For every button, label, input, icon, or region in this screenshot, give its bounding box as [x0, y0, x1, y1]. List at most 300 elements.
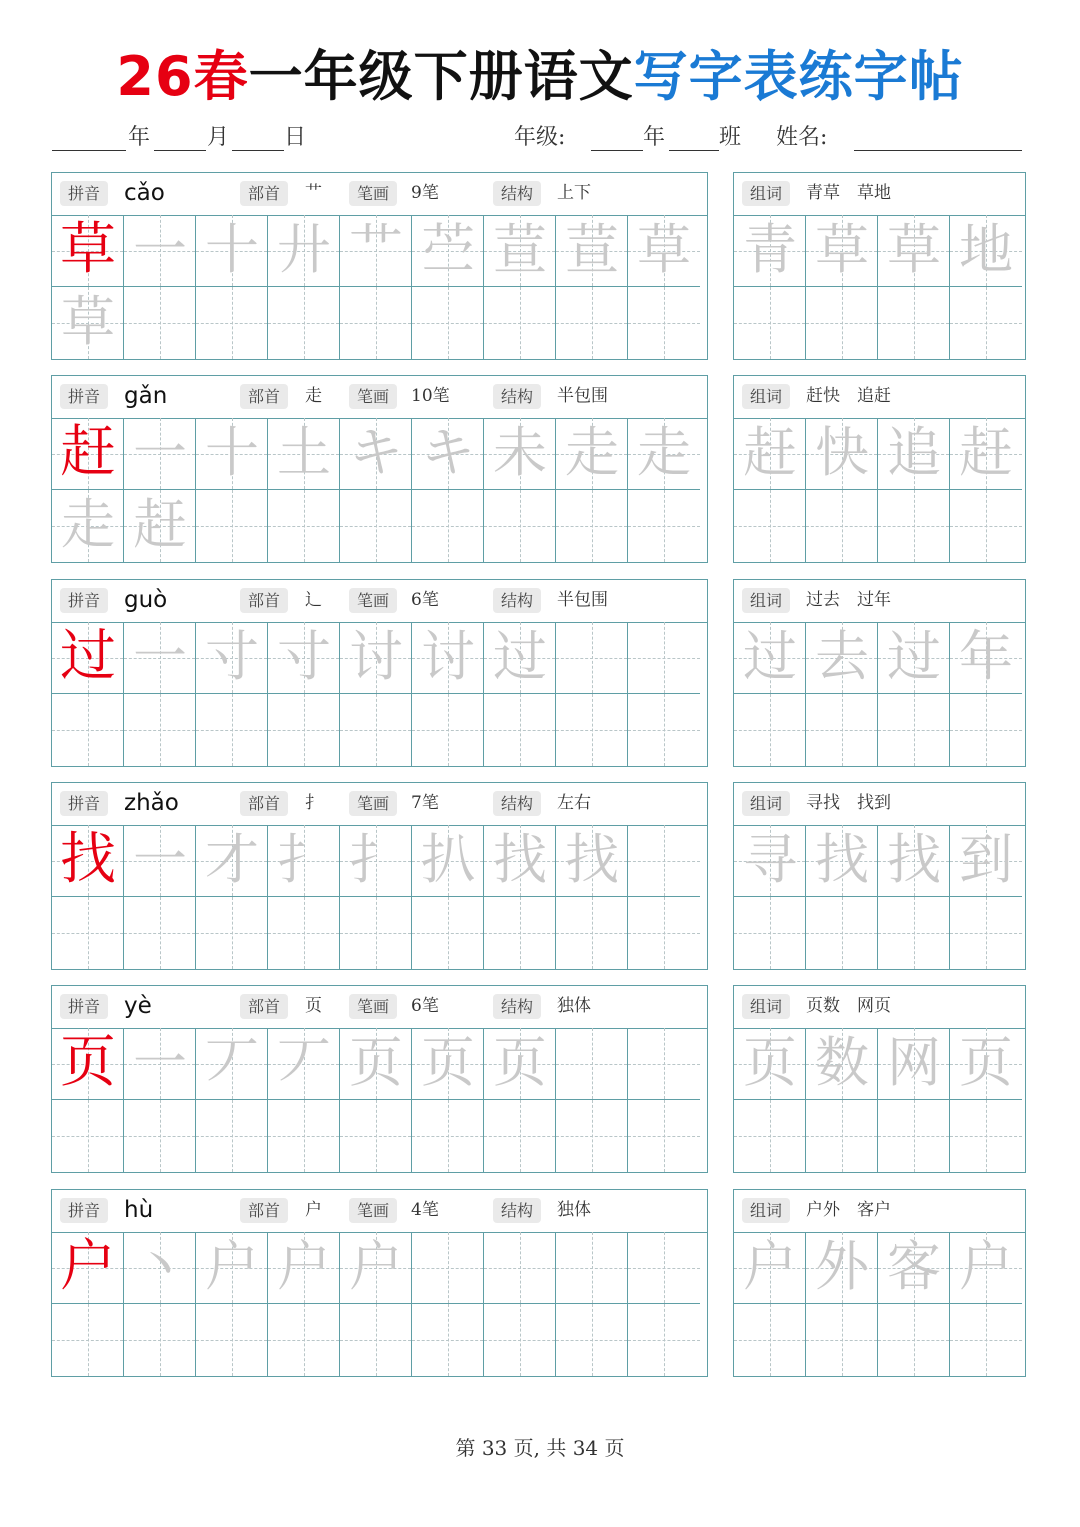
grid-guide-vertical	[914, 897, 915, 969]
grid-guide-vertical	[592, 622, 593, 693]
grid-guide-vertical	[232, 694, 233, 766]
grid-guide-vertical	[376, 287, 377, 359]
model-character: 赶	[60, 420, 116, 485]
grid-guide-vertical	[842, 897, 843, 969]
stroke-practice-box	[51, 782, 708, 970]
writing-cell[interactable]	[52, 418, 124, 490]
word-writing-cell[interactable]	[950, 1100, 1022, 1172]
word-writing-cell[interactable]	[950, 694, 1022, 766]
writing-cell[interactable]	[268, 1304, 340, 1376]
word-writing-cell[interactable]	[734, 215, 806, 287]
structure-tag: 结构	[493, 1198, 541, 1223]
word-writing-cell[interactable]	[878, 1304, 950, 1376]
writing-cell[interactable]	[484, 694, 556, 766]
writing-cell[interactable]	[556, 897, 628, 969]
word-writing-cell[interactable]	[734, 1028, 806, 1100]
header-month-label: 月	[207, 125, 230, 150]
writing-cell[interactable]	[124, 1304, 196, 1376]
strokes-value: 9笔	[411, 183, 439, 203]
word-writing-cell[interactable]	[806, 490, 878, 562]
trace-character: 找	[493, 828, 547, 891]
word-writing-cell[interactable]	[734, 490, 806, 562]
writing-cell[interactable]	[340, 418, 412, 490]
grid-guide-vertical	[986, 287, 987, 359]
words-tag: 组词	[742, 384, 790, 409]
grid-guide-vertical	[842, 694, 843, 766]
trace-character: 苎	[421, 218, 475, 281]
model-character: 页	[60, 1030, 116, 1095]
header-grade-label: 年级:	[514, 125, 566, 150]
writing-cell[interactable]	[484, 825, 556, 897]
word-writing-cell[interactable]	[806, 287, 878, 359]
grid-guide-vertical	[592, 1028, 593, 1099]
trace-character: 寸	[205, 625, 259, 688]
word-writing-cell[interactable]	[806, 622, 878, 694]
grid-guide-vertical	[914, 694, 915, 766]
word-info-row	[734, 1190, 1025, 1233]
writing-cell[interactable]	[196, 215, 268, 287]
writing-cell[interactable]	[484, 1100, 556, 1172]
trace-character: 走	[61, 493, 115, 556]
writing-cell[interactable]	[628, 490, 700, 562]
word-writing-cell[interactable]	[734, 418, 806, 490]
writing-cell[interactable]	[196, 490, 268, 562]
word-writing-cell[interactable]	[878, 694, 950, 766]
writing-cell[interactable]	[412, 1304, 484, 1376]
blank-name[interactable]	[854, 150, 1022, 151]
structure-tag: 结构	[493, 588, 541, 613]
writing-cell[interactable]	[124, 897, 196, 969]
grid-guide-vertical	[304, 1304, 305, 1376]
trace-character: 找	[815, 828, 869, 891]
radical-tag: 部首	[240, 384, 288, 409]
grid-guide-vertical	[592, 287, 593, 359]
word-writing-cell[interactable]	[734, 622, 806, 694]
blank-class[interactable]	[669, 150, 719, 151]
strokes-value: 6笔	[411, 996, 439, 1016]
word-writing-cell[interactable]	[734, 1100, 806, 1172]
word-writing-cell[interactable]	[950, 1304, 1022, 1376]
trace-character: 找	[887, 828, 941, 891]
word-writing-cell[interactable]	[878, 418, 950, 490]
word-writing-cell[interactable]	[950, 825, 1022, 897]
word-writing-cell[interactable]	[878, 287, 950, 359]
grid-guide-vertical	[88, 694, 89, 766]
writing-cell[interactable]	[340, 1028, 412, 1100]
grid-guide-vertical	[842, 490, 843, 562]
word-writing-cell[interactable]	[878, 1028, 950, 1100]
grid-guide-vertical	[770, 1100, 771, 1172]
word-writing-cell[interactable]	[806, 825, 878, 897]
trace-character: 草	[61, 290, 115, 353]
grid-guide-vertical	[770, 490, 771, 562]
grid-guide-vertical	[376, 1100, 377, 1172]
grid-guide-vertical	[986, 1100, 987, 1172]
writing-cell[interactable]	[124, 1232, 196, 1304]
trace-character: 未	[493, 421, 547, 484]
writing-cell[interactable]	[340, 825, 412, 897]
grid-guide-vertical	[304, 490, 305, 562]
word-writing-cell[interactable]	[878, 1232, 950, 1304]
model-character: 过	[60, 624, 116, 689]
writing-cell[interactable]	[196, 287, 268, 359]
writing-cell[interactable]	[124, 825, 196, 897]
writing-cell[interactable]	[52, 1304, 124, 1376]
writing-cell[interactable]	[52, 1232, 124, 1304]
trace-character: 一	[133, 625, 187, 688]
header-class-label: 班	[719, 125, 742, 150]
writing-cell[interactable]	[340, 1232, 412, 1304]
grid-guide-vertical	[520, 490, 521, 562]
writing-cell[interactable]	[268, 1028, 340, 1100]
word-practice-box	[733, 579, 1026, 767]
word-writing-cell[interactable]	[878, 825, 950, 897]
word-writing-cell[interactable]	[950, 287, 1022, 359]
writing-cell[interactable]	[124, 490, 196, 562]
grid-guide-vertical	[842, 1304, 843, 1376]
grid-guide-vertical	[88, 1100, 89, 1172]
writing-cell[interactable]	[340, 1304, 412, 1376]
structure-value: 上下	[557, 183, 591, 203]
trace-character: 赶	[959, 421, 1013, 484]
grid-guide-vertical	[914, 1100, 915, 1172]
writing-cell[interactable]	[412, 418, 484, 490]
blank-year[interactable]	[52, 150, 126, 151]
radical-value: 户	[305, 1200, 322, 1220]
structure-value: 左右	[557, 793, 591, 813]
writing-cell[interactable]	[628, 287, 700, 359]
writing-cell[interactable]	[556, 418, 628, 490]
radical-tag: 部首	[240, 791, 288, 816]
writing-cell[interactable]	[556, 1232, 628, 1304]
title-part-black: 一年级下册语文	[248, 45, 634, 108]
writing-cell[interactable]	[412, 1028, 484, 1100]
writing-cell[interactable]	[556, 1028, 628, 1100]
writing-cell[interactable]	[124, 287, 196, 359]
writing-cell[interactable]	[268, 825, 340, 897]
trace-character: 地	[959, 218, 1013, 281]
word-writing-cell[interactable]	[878, 622, 950, 694]
trace-character: 艹	[349, 218, 403, 281]
writing-cell[interactable]	[556, 1304, 628, 1376]
word-writing-cell[interactable]	[878, 490, 950, 562]
writing-cell[interactable]	[268, 1232, 340, 1304]
word-writing-cell[interactable]	[734, 897, 806, 969]
trace-character: 到	[959, 828, 1013, 891]
title-part-red: 26春	[116, 45, 249, 108]
trace-character: 户	[743, 1235, 797, 1298]
writing-cell[interactable]	[196, 418, 268, 490]
trace-character: 才	[205, 828, 259, 891]
blank-grade[interactable]	[591, 150, 643, 151]
grid-guide-vertical	[304, 1100, 305, 1172]
word-writing-cell[interactable]	[878, 1100, 950, 1172]
strokes-tag: 笔画	[349, 1198, 397, 1223]
pinyin-value: cǎo	[124, 180, 165, 206]
writing-cell[interactable]	[340, 694, 412, 766]
word-writing-cell[interactable]	[878, 897, 950, 969]
writing-cell[interactable]	[52, 287, 124, 359]
header-year-label: 年	[128, 125, 151, 150]
radical-tag: 部首	[240, 588, 288, 613]
grid-guide-vertical	[664, 490, 665, 562]
strokes-tag: 笔画	[349, 791, 397, 816]
grid-guide-vertical	[376, 490, 377, 562]
header-name-label: 姓名:	[776, 125, 828, 150]
writing-cell[interactable]	[340, 287, 412, 359]
word-writing-cell[interactable]	[806, 215, 878, 287]
grid-guide-vertical	[592, 1304, 593, 1376]
character-info-row	[52, 173, 707, 216]
writing-cell[interactable]	[484, 418, 556, 490]
writing-cell[interactable]	[484, 287, 556, 359]
trace-character: 追	[887, 421, 941, 484]
writing-cell[interactable]	[268, 287, 340, 359]
writing-cell[interactable]	[628, 622, 700, 694]
grid-guide-vertical	[520, 694, 521, 766]
writing-cell[interactable]	[484, 622, 556, 694]
blank-day[interactable]	[232, 150, 284, 151]
grid-guide-vertical	[448, 1100, 449, 1172]
writing-cell[interactable]	[484, 490, 556, 562]
stroke-practice-box	[51, 579, 708, 767]
word-writing-cell[interactable]	[806, 694, 878, 766]
writing-cell[interactable]	[556, 694, 628, 766]
writing-cell[interactable]	[412, 1232, 484, 1304]
word-writing-cell[interactable]	[950, 1028, 1022, 1100]
writing-cell[interactable]	[412, 1100, 484, 1172]
grid-guide-vertical	[376, 694, 377, 766]
grid-guide-vertical	[986, 1304, 987, 1376]
writing-cell[interactable]	[412, 490, 484, 562]
grid-guide-vertical	[160, 1304, 161, 1376]
writing-cell[interactable]	[196, 1100, 268, 1172]
grid-guide-vertical	[160, 897, 161, 969]
writing-cell[interactable]	[484, 1028, 556, 1100]
header-grade-year-label: 年	[643, 125, 666, 150]
trace-character: 荁	[493, 218, 547, 281]
grid-guide-vertical	[520, 287, 521, 359]
writing-cell[interactable]	[556, 825, 628, 897]
writing-cell[interactable]	[340, 1100, 412, 1172]
writing-cell[interactable]	[196, 897, 268, 969]
grid-guide-vertical	[376, 1304, 377, 1376]
trace-character: 户	[959, 1235, 1013, 1298]
writing-cell[interactable]	[196, 694, 268, 766]
word-writing-cell[interactable]	[950, 215, 1022, 287]
grid-guide-vertical	[664, 1232, 665, 1303]
writing-cell[interactable]	[268, 694, 340, 766]
writing-cell[interactable]	[124, 622, 196, 694]
grid-guide-vertical	[986, 490, 987, 562]
word-writing-cell[interactable]	[734, 694, 806, 766]
writing-cell[interactable]	[412, 825, 484, 897]
writing-cell[interactable]	[268, 897, 340, 969]
words-value: 页数 网页	[806, 996, 891, 1016]
trace-character: 一	[133, 1031, 187, 1094]
writing-cell[interactable]	[52, 694, 124, 766]
writing-cell[interactable]	[412, 694, 484, 766]
strokes-value: 6笔	[411, 590, 439, 610]
structure-tag: 结构	[493, 791, 541, 816]
writing-cell[interactable]	[628, 825, 700, 897]
writing-cell[interactable]	[52, 622, 124, 694]
trace-character: キ	[421, 421, 475, 484]
trace-character: 草	[815, 218, 869, 281]
writing-cell[interactable]	[628, 1232, 700, 1304]
word-practice-box	[733, 172, 1026, 360]
trace-character: 页	[743, 1031, 797, 1094]
writing-cell[interactable]	[412, 215, 484, 287]
writing-cell[interactable]	[124, 694, 196, 766]
writing-cell[interactable]	[124, 418, 196, 490]
strokes-value: 10笔	[411, 386, 450, 406]
pinyin-value: hù	[124, 1197, 154, 1223]
writing-cell[interactable]	[52, 1100, 124, 1172]
writing-cell[interactable]	[52, 215, 124, 287]
grid-guide-vertical	[448, 1304, 449, 1376]
writing-cell[interactable]	[196, 825, 268, 897]
writing-cell[interactable]	[196, 1028, 268, 1100]
writing-cell[interactable]	[268, 418, 340, 490]
writing-cell[interactable]	[196, 1304, 268, 1376]
writing-cell[interactable]	[628, 694, 700, 766]
word-writing-cell[interactable]	[806, 1100, 878, 1172]
radical-value: 艹	[305, 183, 322, 203]
trace-character: 十	[205, 421, 259, 484]
radical-value: 扌	[305, 793, 322, 813]
grid-guide-vertical	[520, 897, 521, 969]
writing-cell[interactable]	[52, 825, 124, 897]
writing-cell[interactable]	[556, 490, 628, 562]
trace-character: 页	[349, 1031, 403, 1094]
writing-cell[interactable]	[268, 215, 340, 287]
word-writing-cell[interactable]	[806, 418, 878, 490]
writing-cell[interactable]	[628, 1100, 700, 1172]
trace-character: 寻	[743, 828, 797, 891]
writing-cell[interactable]	[484, 215, 556, 287]
word-writing-cell[interactable]	[734, 1304, 806, 1376]
writing-cell[interactable]	[412, 622, 484, 694]
word-writing-cell[interactable]	[734, 825, 806, 897]
writing-cell[interactable]	[556, 215, 628, 287]
writing-cell[interactable]	[52, 1028, 124, 1100]
grid-guide-vertical	[664, 1028, 665, 1099]
word-writing-cell[interactable]	[806, 1232, 878, 1304]
pinyin-tag: 拼音	[60, 384, 108, 409]
writing-cell[interactable]	[268, 622, 340, 694]
writing-cell[interactable]	[628, 1304, 700, 1376]
word-writing-cell[interactable]	[734, 1232, 806, 1304]
trace-character: 过	[743, 625, 797, 688]
writing-cell[interactable]	[484, 897, 556, 969]
words-tag: 组词	[742, 1198, 790, 1223]
grid-guide-vertical	[448, 897, 449, 969]
writing-cell[interactable]	[52, 490, 124, 562]
trace-character: 过	[887, 625, 941, 688]
writing-cell[interactable]	[268, 490, 340, 562]
grid-guide-vertical	[448, 490, 449, 562]
writing-cell[interactable]	[124, 215, 196, 287]
structure-tag: 结构	[493, 384, 541, 409]
writing-cell[interactable]	[196, 622, 268, 694]
writing-cell[interactable]	[484, 1232, 556, 1304]
grid-guide-vertical	[520, 1100, 521, 1172]
trace-character: 页	[493, 1031, 547, 1094]
grid-guide-vertical	[664, 897, 665, 969]
structure-value: 独体	[557, 1200, 591, 1220]
writing-cell[interactable]	[484, 1304, 556, 1376]
word-writing-cell[interactable]	[878, 215, 950, 287]
word-writing-cell[interactable]	[950, 1232, 1022, 1304]
writing-cell[interactable]	[556, 622, 628, 694]
writing-cell[interactable]	[268, 1100, 340, 1172]
blank-month[interactable]	[154, 150, 206, 151]
pinyin-tag: 拼音	[60, 791, 108, 816]
trace-character: キ	[349, 421, 403, 484]
writing-cell[interactable]	[196, 1232, 268, 1304]
word-writing-cell[interactable]	[806, 897, 878, 969]
word-writing-cell[interactable]	[950, 418, 1022, 490]
grid-guide-vertical	[232, 1304, 233, 1376]
trace-character: 走	[637, 421, 691, 484]
writing-cell[interactable]	[340, 897, 412, 969]
writing-cell[interactable]	[340, 622, 412, 694]
word-practice-box	[733, 375, 1026, 563]
trace-character: 土	[277, 421, 331, 484]
word-writing-cell[interactable]	[950, 622, 1022, 694]
writing-cell[interactable]	[340, 215, 412, 287]
trace-character: 丆	[277, 1031, 331, 1094]
writing-cell[interactable]	[124, 1100, 196, 1172]
writing-cell[interactable]	[124, 1028, 196, 1100]
word-practice-box	[733, 1189, 1026, 1377]
word-writing-cell[interactable]	[806, 1304, 878, 1376]
word-writing-cell[interactable]	[806, 1028, 878, 1100]
writing-cell[interactable]	[628, 215, 700, 287]
word-writing-cell[interactable]	[950, 490, 1022, 562]
grid-guide-vertical	[770, 694, 771, 766]
grid-guide-vertical	[914, 490, 915, 562]
writing-cell[interactable]	[628, 418, 700, 490]
writing-cell[interactable]	[556, 1100, 628, 1172]
trace-character: 外	[815, 1235, 869, 1298]
character-info-row	[52, 580, 707, 623]
grid-guide-vertical	[232, 1100, 233, 1172]
grid-guide-vertical	[232, 490, 233, 562]
writing-cell[interactable]	[52, 897, 124, 969]
practice-block	[0, 375, 1080, 563]
worksheet-title	[0, 34, 1080, 111]
model-character: 找	[60, 827, 116, 892]
trace-character: 草	[637, 218, 691, 281]
writing-cell[interactable]	[412, 897, 484, 969]
word-writing-cell[interactable]	[734, 287, 806, 359]
writing-cell[interactable]	[556, 287, 628, 359]
model-character: 户	[60, 1234, 116, 1299]
grid-guide-vertical	[664, 1100, 665, 1172]
writing-cell[interactable]	[628, 1028, 700, 1100]
pinyin-value: gǎn	[124, 383, 168, 409]
writing-cell[interactable]	[340, 490, 412, 562]
writing-cell[interactable]	[628, 897, 700, 969]
trace-character: 丶	[133, 1235, 187, 1298]
word-writing-cell[interactable]	[950, 897, 1022, 969]
grid-guide-vertical	[770, 287, 771, 359]
grid-guide-vertical	[160, 1100, 161, 1172]
writing-cell[interactable]	[412, 287, 484, 359]
grid-guide-vertical	[986, 694, 987, 766]
